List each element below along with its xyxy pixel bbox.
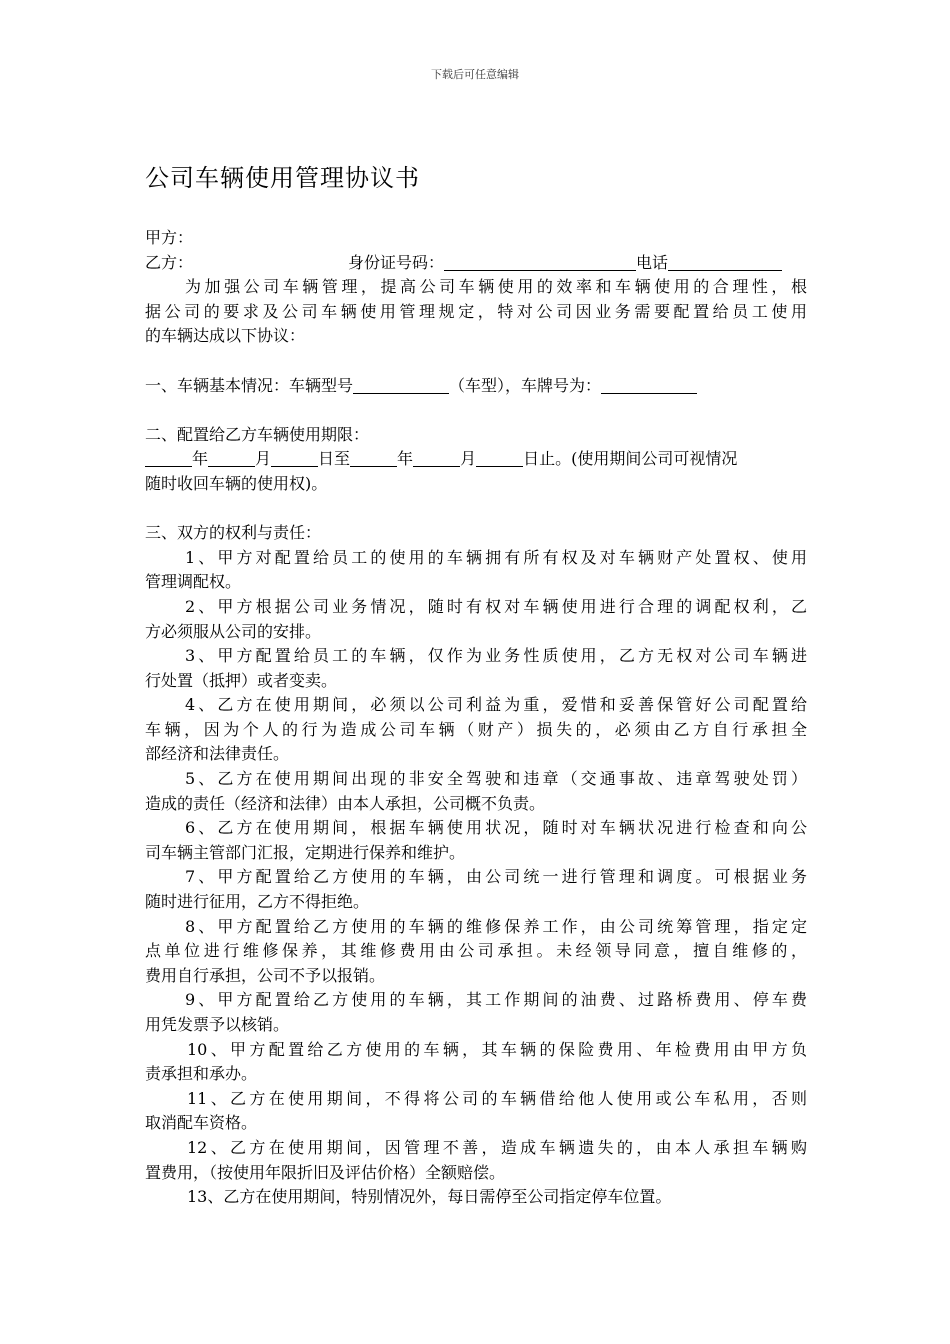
phone-blank bbox=[668, 252, 782, 271]
party-a-line bbox=[145, 226, 807, 251]
clause-line: 9、甲方配置给乙方使用的车辆，其工作期间的油费、过路桥费用、停车费 bbox=[185, 990, 807, 1010]
clause-line: 5、乙方在使用期间出现的非安全驾驶和违章（交通事故、违章驾驶处罚） bbox=[185, 769, 807, 789]
end-day-blank bbox=[476, 448, 523, 467]
day-end-label: 日止。(使用期间公司可视情况 bbox=[523, 449, 738, 469]
spacer bbox=[145, 497, 807, 522]
clause-line: 7、甲方配置给乙方使用的车辆，由公司统一进行管理和调度。可根据业务 bbox=[185, 867, 807, 887]
document-title: 公司车辆使用管理协议书 bbox=[145, 164, 420, 192]
start-day-blank bbox=[271, 448, 318, 467]
header-note: 下载后可任意编辑 bbox=[431, 68, 519, 81]
clause-line: 用凭发票予以核销。 bbox=[145, 1015, 290, 1034]
clause-line: 费用自行承担，公司不予以报销。 bbox=[145, 965, 386, 985]
clause bbox=[145, 693, 807, 767]
section-1-middle: （车型），车牌号为： bbox=[449, 375, 602, 395]
clause-line: 6、乙方在使用期间，根据车辆使用状况，随时对车辆状况进行检查和向公 bbox=[185, 818, 807, 838]
clause bbox=[145, 865, 807, 914]
phone-label: 电话 bbox=[636, 252, 669, 272]
clause bbox=[145, 816, 807, 865]
day-to-label: 日至 bbox=[318, 449, 351, 469]
clause bbox=[145, 1038, 807, 1087]
clause-line: 车辆，因为个人的行为造成公司车辆（财产）损失的，必须由乙方自行承担全 bbox=[145, 719, 807, 739]
clause-line: 点单位进行维修保养，其维修费用由公司承担。未经领导同意，擅自维修的， bbox=[145, 941, 807, 961]
clause-line: 行处置（抵押）或者变卖。 bbox=[145, 670, 338, 690]
section-2-period-line bbox=[145, 447, 807, 472]
year-label: 年 bbox=[192, 449, 209, 469]
section-1-prefix: 一、车辆基本情况：车辆型号 bbox=[145, 375, 354, 395]
clause-line: 13、乙方在使用期间，特别情况外，每日需停至公司指定停车位置。 bbox=[187, 1187, 672, 1207]
clause-line: 随时进行征用，乙方不得拒绝。 bbox=[145, 892, 370, 912]
clause-line: 置费用，（按使用年限折旧及评估价格）全额赔偿。 bbox=[145, 1162, 506, 1182]
plate-number-blank bbox=[601, 375, 697, 394]
clause bbox=[145, 595, 807, 644]
clause-line: 责承担和承办。 bbox=[145, 1064, 258, 1084]
clause-line: 4、乙方在使用期间，必须以公司利益为重，爱惜和妥善保管好公司配置给 bbox=[185, 695, 807, 715]
clause-line: 部经济和法律责任。 bbox=[145, 744, 290, 764]
clause bbox=[145, 915, 807, 989]
id-label: 身份证号码： bbox=[348, 252, 445, 272]
section-2-line: 随时收回车辆的使用权)。 bbox=[145, 473, 328, 493]
clause-line: 3、甲方配置给员工的车辆，仅作为业务性质使用，乙方无权对公司车辆进 bbox=[185, 646, 807, 666]
month-label: 月 bbox=[460, 449, 477, 469]
clause bbox=[145, 546, 807, 595]
vehicle-model-blank bbox=[353, 375, 449, 394]
intro-line: 的车辆达成以下协议： bbox=[145, 326, 306, 346]
clause-line: 管理调配权。 bbox=[145, 572, 242, 592]
clause bbox=[145, 644, 807, 693]
document-body bbox=[145, 226, 807, 1210]
clause bbox=[145, 1185, 807, 1210]
spacer bbox=[145, 349, 807, 374]
clause bbox=[145, 767, 807, 816]
clause bbox=[145, 1136, 807, 1185]
clause-line: 方必须服从公司的安排。 bbox=[145, 621, 322, 641]
start-month-blank bbox=[208, 448, 255, 467]
clause-line: 12、乙方在使用期间，因管理不善，造成车辆遗失的，由本人承担车辆购 bbox=[187, 1137, 807, 1157]
section-2-heading: 二、配置给乙方车辆使用期限： bbox=[145, 424, 370, 444]
intro-line: 为加强公司车辆管理，提高公司车辆使用的效率和车辆使用的合理性，根 bbox=[185, 277, 807, 297]
clause-line: 11、乙方在使用期间，不得将公司的车辆借给他人使用或公车私用，否则 bbox=[187, 1088, 807, 1108]
year-label: 年 bbox=[397, 449, 414, 469]
clause-line: 取消配车资格。 bbox=[145, 1113, 258, 1133]
clause-line: 造成的责任（经济和法律）由本人承担，公司概不负责。 bbox=[145, 793, 546, 813]
section-3-heading: 三、双方的权利与责任： bbox=[145, 523, 322, 543]
party-b-line bbox=[145, 251, 807, 276]
clause-line: 10、甲方配置给乙方使用的车辆，其车辆的保险费用、年检费用由甲方负 bbox=[187, 1039, 807, 1059]
clause-line: 司车辆主管部门汇报，定期进行保养和维护。 bbox=[145, 842, 466, 862]
month-label: 月 bbox=[255, 449, 272, 469]
spacer bbox=[145, 398, 807, 423]
end-month-blank bbox=[413, 448, 460, 467]
section-1-line bbox=[145, 374, 807, 399]
party-b-label: 乙方： bbox=[145, 252, 194, 272]
clause-line: 2、甲方根据公司业务情况，随时有权对车辆使用进行合理的调配权利，乙 bbox=[185, 596, 807, 616]
party-a-label: 甲方： bbox=[145, 228, 194, 247]
id-number-blank bbox=[444, 252, 636, 271]
clause-line: 8、甲方配置给乙方使用的车辆的维修保养工作，由公司统筹管理，指定定 bbox=[185, 916, 807, 936]
clause bbox=[145, 1087, 807, 1136]
clause-line: 1、甲方对配置给员工的使用的车辆拥有所有权及对车辆财产处置权、使用 bbox=[185, 547, 807, 567]
end-year-blank bbox=[350, 448, 397, 467]
clause-list bbox=[145, 546, 807, 1210]
intro-line: 据公司的要求及公司车辆使用管理规定，特对公司因业务需要配置给员工使用 bbox=[145, 301, 807, 321]
clause bbox=[145, 988, 807, 1037]
start-year-blank bbox=[145, 448, 192, 467]
